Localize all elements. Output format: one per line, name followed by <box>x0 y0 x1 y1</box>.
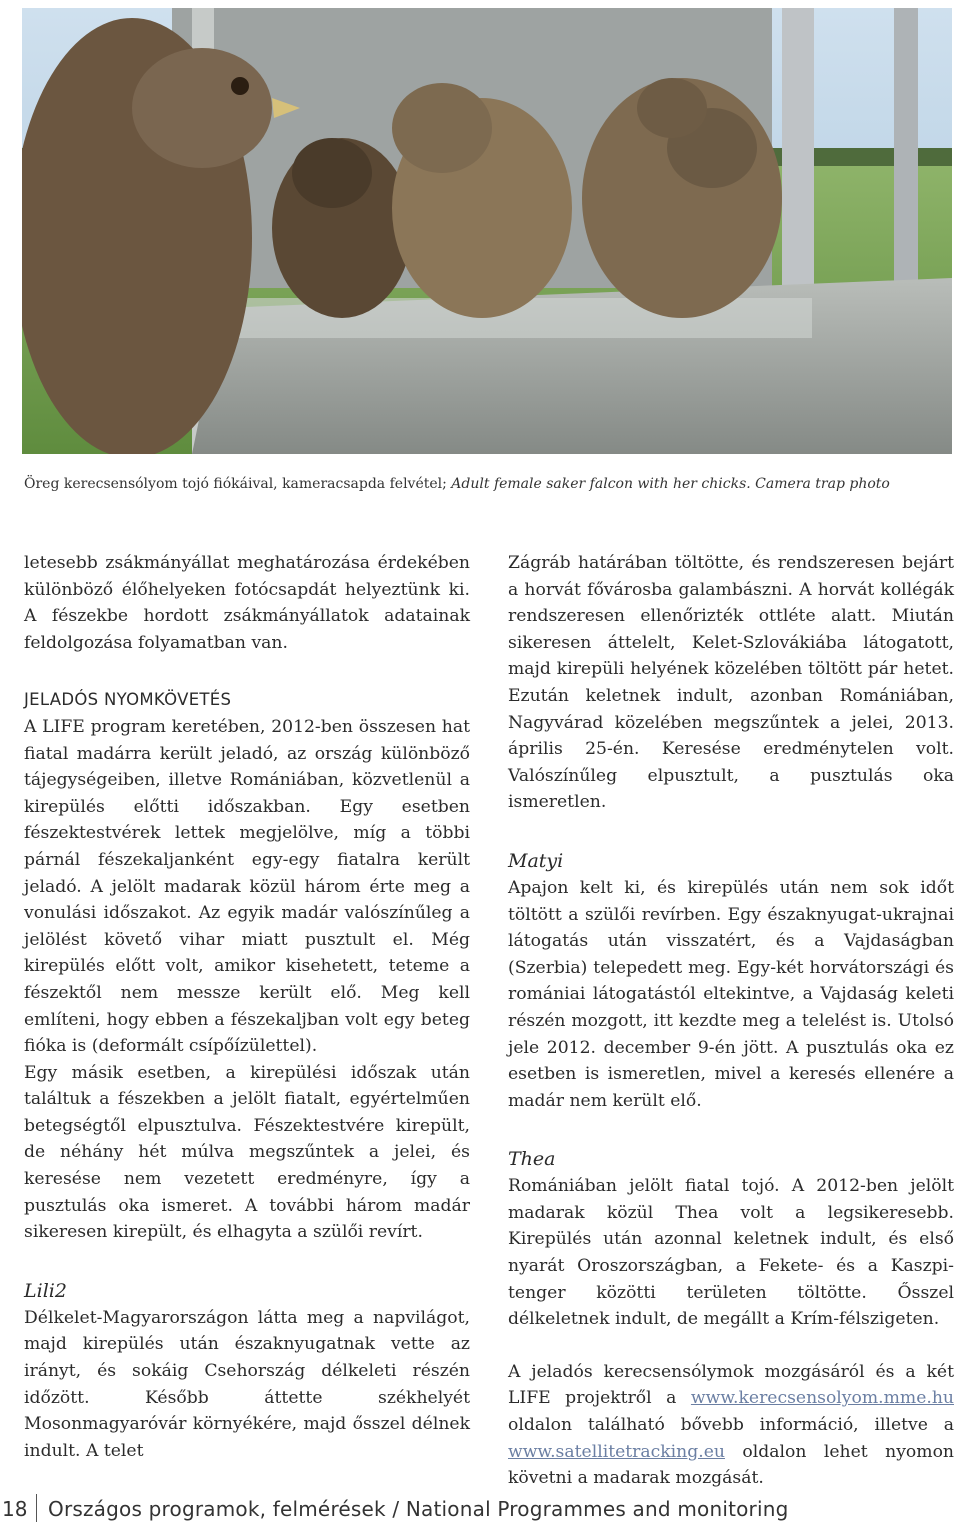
footer-divider <box>36 1494 37 1522</box>
closing-text-a: A jeladós kerecsensólymok mozgásáról és a két LIFE projektről a <box>508 1361 954 1409</box>
page-footer <box>0 1492 960 1524</box>
subheading-matyi: Matyi <box>508 849 564 872</box>
lili2-continued-paragraph: Zágráb határában töltötte, és rendszeresen bejárt a horvát fővárosba galambászni. A horvát kollégák rendszeresen ellenőrizték ottléte alatt. Miután sikeresen áttelelt, Kelet-Szlovákiába látogatott, majd kirepüli helyének közelében töltött pár hetet. Ezután keletnek indult, azonban Romániában, Nagyvárad közelében megszűntek a jelei, 2013. április 25-én. Keresése eredménytelen volt. Valószínűleg elpusztult, a pusztulás oka ismeretlen. <box>508 553 954 813</box>
section-heading: JELADÓS NYOMKÖVETÉS <box>24 690 232 710</box>
subheading-thea: Thea <box>508 1148 556 1171</box>
matyi-paragraph: Apajon kelt ki, és kirepülés után nem sok időt töltött a szülői revírben. Egy északnyugat-ukrajnai látogatás után visszatért, és a Vajdaságban (Szerbia) telepedett meg. Egy-két horvátországi és romániai látogatástól eltekintve, a Vajdaság keleti részén mozgott, itt kezdte meg a telelést is. Utolsó jele 2012. december 9-én jött. A pusztulás oka ez esetben is ismeretlen, mivel a keresés ellenére a madár nem került elő. <box>508 877 954 1111</box>
intro-paragraph: letesebb zsákmányállat meghatározása érdekében különböző élőhelyeken fotócsapdát helyeztünk ki. A fészekbe hordott zsákmányállatok adatainak feldolgozása folyamatban van. <box>24 553 470 653</box>
closing-paragraph <box>508 1359 954 1492</box>
kerecsensolyom-link[interactable]: www.kerecsensolyom.mme.hu <box>690 1388 954 1409</box>
subheading-lili2: Lili2 <box>24 1279 67 1302</box>
tracking-paragraph-2: Egy másik esetben, a kirepülési időszak után találtuk a fészekben a jelölt fiatalt, egyértelműen betegségtől elpusztulva. Fészektestvére kirepült, de néhány hét múlva megszűntek a jelei, és keresése nem vezetett eredményre, így a pusztulás oka ismeret. A további három madár sikeresen kirepült, és elhagyta a szülői revírt. <box>24 1062 470 1243</box>
right-column <box>508 550 954 1492</box>
falcon-photo-illustration <box>22 8 952 454</box>
closing-text-c: oldalon lehet nyomon követni a madarak mozgását. <box>508 1441 954 1489</box>
thea-paragraph: Romániában jelölt fiatal tojó. A 2012-ben jelölt madarak közül Thea volt a legsikeresebb. Kirepülés után azonnal keletnek indult, és első nyarát Oroszországban, a Fekete- és a Kaszpi-tenger közötti területen töltötte. Ősszel délkeletnek indult, de megállt a Krím-félszigeten. <box>508 1176 954 1330</box>
page-number: 18 <box>2 1497 28 1521</box>
footer-title: Országos programok, felmérések / National Programmes and monitoring <box>48 1497 789 1521</box>
closing-text-b: oldalon található bővebb információ, illetve a <box>508 1415 954 1436</box>
tracking-paragraph-1: A LIFE program keretében, 2012-ben összesen hat fiatal madárra került jeladó, az ország különböző tájegységeiben, illetve Romániában, közvetlenül a kirepülés előtti időszakban. Egy esetben fészektestvérek lettek megjelölve, míg a többi párnál fészekaljanként egy-egy fiatalra került jeladó. A jelölt madarak közül három érte meg a vonulási időszakot. Az egyik madár valószínűleg a jelölést követő vihar miatt pusztult el. Még kirepülés előtt volt, amikor kisehetett, teteme a fészektől nem messze került elő. Meg kell említeni, hogy ebben a fészekaljban volt egy beteg fióka is (deformált csípőízülettel). <box>24 716 470 1057</box>
caption-english: Adult female saker falcon with her chicks. Camera trap photo <box>451 476 890 492</box>
falcon-photo <box>22 8 952 454</box>
lili2-paragraph: Délkelet-Magyarországon látta meg a napvilágot, majd kirepülés után északnyugatnak vette az irányt, és sokáig Csehország délkeleti részén időzött. Később áttette székhelyét Mosonmagyaróvár környékére, majd ősszel délnek indult. A telet <box>24 1307 470 1461</box>
photo-caption <box>24 474 934 494</box>
caption-hungarian: Öreg kerecsensólyom tojó fiókáival, kameracsapda felvétel; <box>24 476 447 492</box>
satellitetracking-link[interactable]: www.satellitetracking.eu <box>508 1441 725 1462</box>
left-column <box>24 550 470 1464</box>
